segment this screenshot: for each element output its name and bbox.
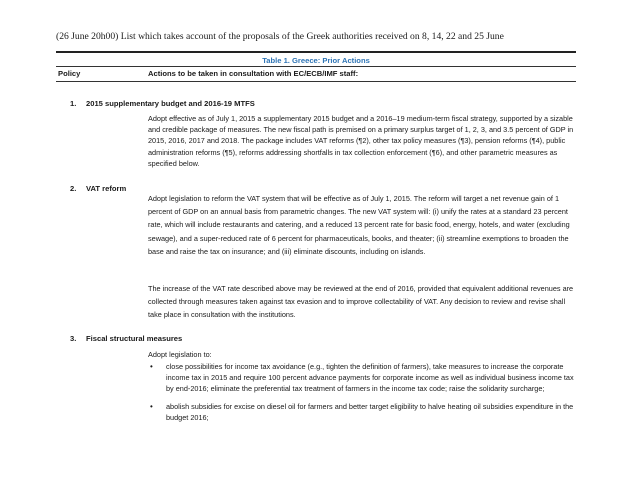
section-number: 1.	[70, 99, 77, 108]
section-title: Fiscal structural measures	[86, 334, 183, 343]
bullet-icon: •	[150, 401, 153, 411]
list-item-text: close possibilities for income tax avoidance (e.g., tighten the definition of farmers), take measures to increase the corporate income tax in 2015 and require 100 percent advance payments for corporate income as well as individual business income tax by end-2016; eliminate the preferential tax treatment of farmers in the income tax code; raise the solidarity surcharge;	[166, 362, 574, 394]
list-item	[148, 401, 578, 423]
list-item-text: abolish subsidies for excise on diesel oil for farmers and better target eligibility to halve heating oil subsidies expenditure in the budget 2016;	[166, 401, 574, 422]
section-paragraph: Adopt legislation to:	[148, 350, 212, 359]
table-top-rule	[56, 51, 576, 53]
section-title: 2015 supplementary budget and 2016-19 MTFS	[86, 99, 255, 108]
section-title: VAT reform	[86, 184, 127, 193]
section-paragraph: The increase of the VAT rate described above may be reviewed at the end of 2016, provided that equivalent additional revenues are collected through measures taken against tax evasion and to improve collectability of VAT. Any decision to review and revise shall take place in consultation with the institutions.	[148, 284, 574, 320]
table-title-rule	[56, 66, 576, 67]
table-title: Table 1. Greece: Prior Actions	[262, 56, 370, 65]
column-header-actions: Actions to be taken in consultation with EC/ECB/IMF staff:	[148, 69, 359, 78]
section-paragraph: Adopt effective as of July 1, 2015 a supplementary 2015 budget and a 2016–19 medium-term fiscal strategy, supported by a sizable and credible package of measures. The new fiscal path is premised on a primary surplus target of 1, 2, 3, and 3.5 percent of GDP in 2015, 2016, 2017 and 2018. The package includes VAT reforms (¶2), other tax policy measures (¶3), pension reforms (¶4), public administration reforms (¶5), reforms addressing shortfalls in tax collection enforcement (¶6), and other parametric measures as specified below.	[148, 114, 574, 168]
column-header-policy: Policy	[58, 69, 81, 78]
section-number: 3.	[70, 334, 77, 343]
section-heading	[70, 184, 126, 193]
section-paragraph: Adopt legislation to reform the VAT system that will be effective as of July 1, 2015. The reform will target a net revenue gain of 1 percent of GDP on an annual basis from parametric changes. The new VAT system will: (i) unify the rates at a standard 23 percent rate, which will include restaurants and catering, and a reduced 13 percent rate for basic food, energy, hotels, and water (excluding sewage), and a super-reduced rate of 6 percent for pharmaceuticals, books, and theater; (ii) streamline exemptions to broaden the base and raise the tax on insurance; and (iii) eliminate discounts, including on islands.	[148, 194, 570, 256]
document-intro: (26 June 20h00) List which takes account of the proposals of the Greek authorities received on 8, 14, 22 and 25 June	[56, 31, 504, 42]
section-heading	[70, 334, 182, 343]
section-heading	[70, 99, 255, 108]
bullet-list	[148, 361, 578, 429]
section-number: 2.	[70, 184, 77, 193]
list-item	[148, 361, 578, 395]
table-header-rule	[56, 81, 576, 82]
bullet-icon: •	[150, 362, 153, 371]
